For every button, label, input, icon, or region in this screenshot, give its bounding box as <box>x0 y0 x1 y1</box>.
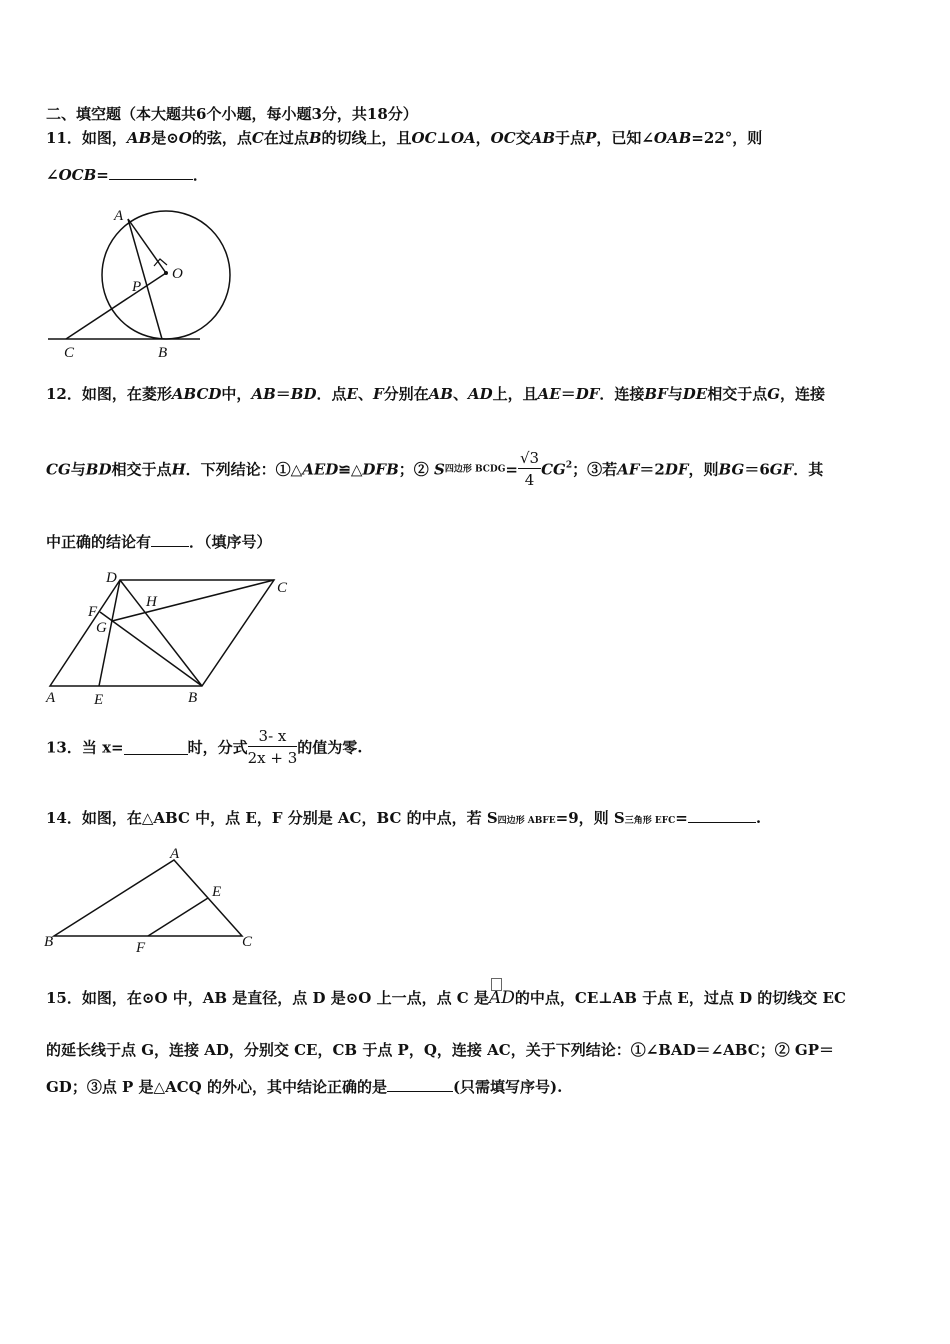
text-run: ABCD <box>171 385 222 403</box>
text-run: DF <box>664 460 689 479</box>
text-run: ≌△ <box>338 460 363 479</box>
text-run: 中， <box>221 385 252 403</box>
q12-line3: 中正确的结论有 ．（填序号） <box>46 533 272 551</box>
text-run: ；③若 <box>572 460 618 479</box>
answer-blank-q11[interactable] <box>109 165 193 180</box>
q15-line1: 15．如图，在⊙O 中，AB 是直径，点 D 是⊙O 上一点，点 C 是 AD的中点，CE⊥AB 于点 E，过点 D 的切线交 EC <box>46 988 846 1008</box>
text-run: 12．如图，在菱形 <box>46 385 172 403</box>
q14-line: 14．如图，在△ABC 中，点 E，F 分别是 AC，BC 的中点，若 S四边形 ABFE=9，则 S三角形 EFC= . <box>46 809 762 827</box>
q14-figure <box>44 842 260 954</box>
label-o: O <box>172 266 183 282</box>
text-run: ＝6 <box>744 460 770 479</box>
text-run: 与 <box>70 460 86 479</box>
answer-blank-q13[interactable] <box>124 740 188 755</box>
text-run: S <box>433 460 445 479</box>
label-a: A <box>170 846 180 862</box>
text-run: ＝ <box>275 385 291 403</box>
diagonal-bd <box>120 580 202 686</box>
text-run: BD <box>85 460 112 479</box>
center-point <box>164 271 168 275</box>
text-run: DF <box>575 385 600 403</box>
label-a: A <box>114 208 124 224</box>
text-run: 上，且 <box>492 385 538 403</box>
section-heading: 二、填空题（本大题共6个小题，每小题3分，共18分） <box>46 105 418 123</box>
q12-figure <box>44 566 294 708</box>
fraction-3-minus-x: $\frac{3- x}{2x + 3}$ <box>247 727 298 767</box>
text-run: 相交于点 <box>111 460 172 479</box>
text-run: GF <box>769 460 794 479</box>
text-run: BG <box>718 460 745 479</box>
arc-ad: AD <box>489 988 515 1008</box>
text-run: E <box>346 385 358 403</box>
text-run: 相交于点 <box>707 385 768 403</box>
label-c: C <box>277 580 288 596</box>
label-g: G <box>96 620 107 636</box>
text-run: ；② <box>398 460 434 479</box>
text-run: 、 <box>452 385 468 403</box>
text-run: AF <box>617 460 640 479</box>
q15-line2: 的延长线于点 G，连接 AD，分别交 CE，CB 于点 P，Q，连接 AC，关于下列结论：①∠BAD＝∠ABC；② GP＝ <box>46 1041 835 1059</box>
label-c: C <box>242 934 253 950</box>
label-a: A <box>46 690 56 706</box>
text-run: DE <box>682 385 708 403</box>
answer-blank-q14[interactable] <box>688 808 756 823</box>
q11-line2: ∠OCB= ． <box>46 166 208 184</box>
rhombus-abcd <box>50 580 274 686</box>
text-run: BD <box>290 385 317 403</box>
q11-line1: 11．如图，AB是⊙O的弦，点C在过点B的切线上，且OC⊥OA，OC交AB于点P，已知∠OAB=22°，则 <box>46 129 763 147</box>
text-run: AED <box>302 460 339 479</box>
label-e: E <box>212 884 222 900</box>
text-run: H <box>171 460 186 479</box>
label-e: E <box>94 692 104 708</box>
label-b: B <box>158 345 168 361</box>
text-run: AB <box>251 385 276 403</box>
q15-line3: GD；③点 P 是△ACQ 的外心，其中结论正确的是 (只需填写序号). <box>46 1078 563 1096</box>
text-run: 分别在 <box>383 385 429 403</box>
text-run: ，连接 <box>780 385 826 403</box>
label-b: B <box>44 934 54 950</box>
label-c: C <box>64 345 75 361</box>
arc-mark-icon <box>491 978 502 991</box>
text-run: DFB <box>362 460 399 479</box>
q13-line: 13．当 x= 时，分式 $\frac{3- x}{2x + 3}$ 的值为零. <box>46 727 363 767</box>
text-run: ＝2 <box>639 460 665 479</box>
text-run: ＝ <box>560 385 576 403</box>
text-run: CG <box>46 460 71 479</box>
label-p: P <box>132 279 142 295</box>
text-run: ，则 <box>688 460 719 479</box>
text-run: ．连接 <box>599 385 645 403</box>
text-run: F <box>372 385 384 403</box>
label-h: H <box>146 594 157 610</box>
segment-oa <box>128 219 166 273</box>
q12-line1 <box>46 384 825 404</box>
text-run: 与 <box>667 385 683 403</box>
label-f: F <box>88 604 98 620</box>
text-run: ．下列结论：①△ <box>185 460 303 479</box>
q12-line2: CG与BD相交于点H．下列结论：①△AED≌△DFB；② S四边形 BCDG= $\frac{√3}{4}$ $CG^2$；③若AF＝2DF，则BG＝6GF．其 <box>46 449 824 489</box>
text-run: ．其 <box>793 460 824 479</box>
text-run: 、 <box>357 385 373 403</box>
label-d: D <box>106 570 117 586</box>
text-run: G <box>767 385 781 403</box>
fraction-sqrt3-over-4: $\frac{√3}{4}$ <box>519 449 540 489</box>
text-run: AB <box>428 385 453 403</box>
segment-bf <box>100 612 202 686</box>
text-run: AD <box>467 385 493 403</box>
label-f: F <box>136 940 146 954</box>
q11-figure <box>44 204 234 362</box>
text-run: AE <box>537 385 561 403</box>
answer-blank-q12[interactable] <box>151 532 189 547</box>
answer-blank-q15[interactable] <box>387 1077 453 1092</box>
segment-ef <box>148 898 208 936</box>
text-run: BF <box>644 385 668 403</box>
label-b: B <box>188 690 198 706</box>
segment-oc <box>66 273 166 339</box>
text-run: ．点 <box>316 385 347 403</box>
